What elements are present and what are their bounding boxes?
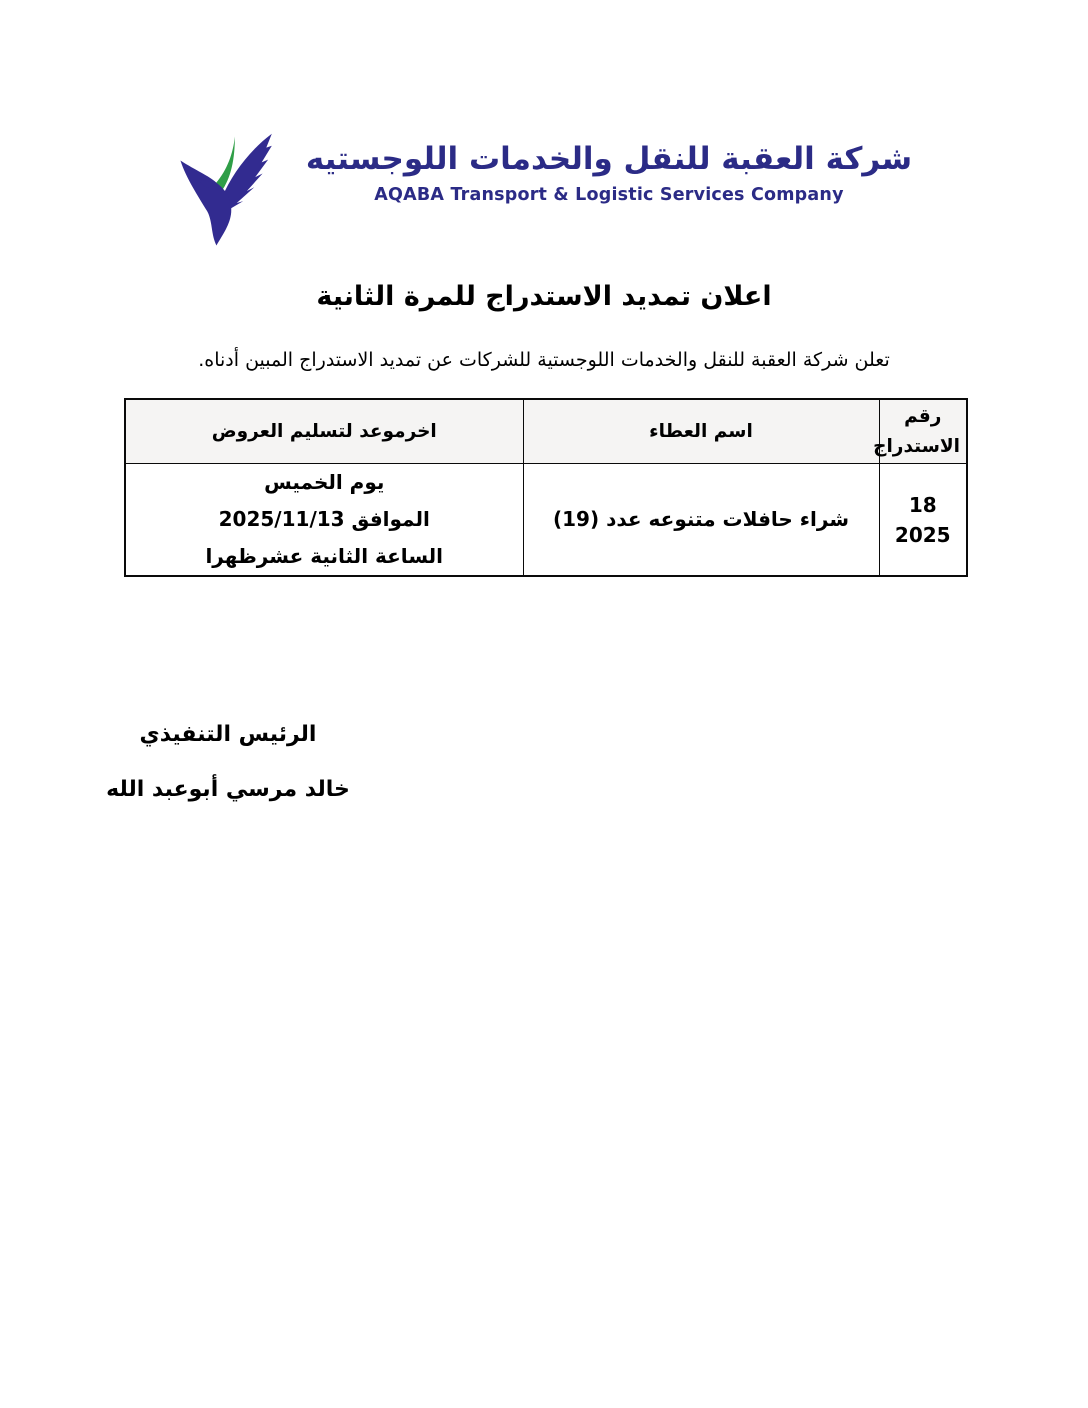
bird-logo-icon [176,128,296,254]
tender-table-container [126,398,968,577]
table-row [125,464,967,577]
signature-job-title: الرئيس التنفيذي [139,722,317,747]
col-header-tender-number: رقم الاستدراج [879,399,967,464]
logo-english-name: AQABA Transport & Logistic Services Company [374,184,844,205]
intro-paragraph: تعلن شركة العقبة للنقل والخدمات اللوجستية للشركات عن تمديد الاستدراج المبين أدناه. [198,349,890,371]
tender-number-part2: 2025 [894,522,951,547]
deadline-day: يوم الخميس [264,470,385,495]
logo-text [306,128,912,205]
deadline-date: الموافق 2025/11/13 [218,507,430,532]
company-logo [176,128,912,254]
tender-table [124,398,968,577]
deadline-time: الساعة الثانية عشرظهرا [205,544,444,569]
cell-tender-number [879,464,967,577]
announcement-title: اعلان تمديد الاستدراج للمرة الثانية [316,281,772,312]
col-header-deadline: اخرموعد لتسليم العروض [125,399,523,464]
table-header-row [125,399,967,464]
signature-person-name: خالد مرسي أبوعبد الله [106,777,350,802]
logo-arabic-name: شركة العقبة للنقل والخدمات اللوجستيه [305,141,913,177]
cell-tender-name [523,464,879,577]
col-header-tender-name: اسم العطاء [523,399,879,464]
cell-deadline [125,464,523,577]
signature-block [78,722,378,802]
tender-name-text: شراء حافلات متنوعه عدد (19) [553,507,849,532]
tender-number-part1: 18 [908,492,937,517]
